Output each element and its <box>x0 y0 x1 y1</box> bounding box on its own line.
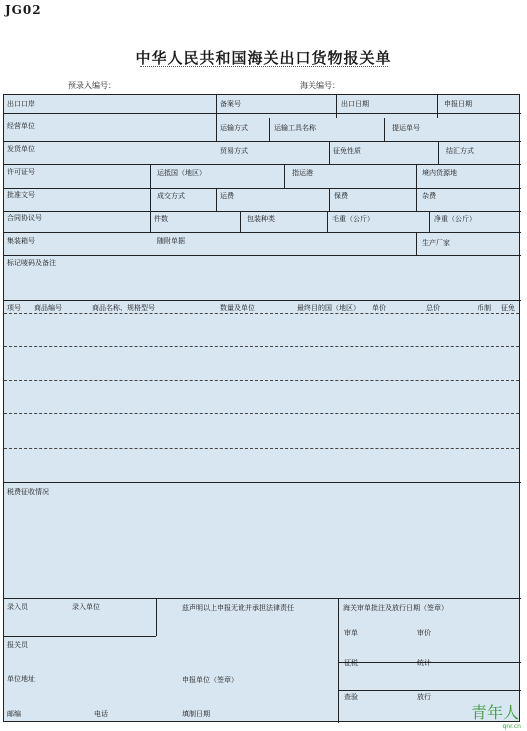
goods-item-header: 项号 <box>7 304 21 312</box>
gross-weight-label: 毛重（公斤） <box>332 215 374 223</box>
customs-number-label: 海关编号： <box>300 81 340 90</box>
operating-unit-label: 经营单位 <box>7 122 35 130</box>
license-number-label: 许可证号 <box>7 168 35 176</box>
col-line <box>216 95 217 141</box>
contract-number-label: 合同协议号 <box>7 214 42 222</box>
bill-number-label: 提运单号 <box>392 124 420 132</box>
domestic-source-label: 境内货源地 <box>422 169 457 177</box>
col-line <box>416 232 417 255</box>
postcode-label: 邮编 <box>7 710 21 718</box>
watermark-logo: 青年人 <box>470 703 519 722</box>
col-line <box>327 211 328 232</box>
entry-unit-label: 录入单位 <box>72 603 100 611</box>
col-line <box>336 95 337 118</box>
row-line <box>4 232 521 233</box>
col-line <box>240 211 241 232</box>
goods-unit-price-header: 单价 <box>372 304 386 312</box>
col-line <box>416 188 417 211</box>
row-line <box>4 636 156 637</box>
release-label: 放行 <box>417 693 431 701</box>
levy-nature-label: 征免性质 <box>333 147 361 155</box>
insurance-label: 保费 <box>334 192 348 200</box>
entry-clerk-label: 录入员 <box>7 603 28 611</box>
form-code: JG02 <box>5 3 42 17</box>
declare-unit-label: 申报单位（签章） <box>182 676 238 684</box>
export-port-label: 出口口岸 <box>7 100 35 108</box>
col-line <box>216 188 217 211</box>
goods-line <box>4 346 519 347</box>
goods-qty-header: 数量及单位 <box>220 304 255 312</box>
row-line <box>4 598 521 599</box>
goods-currency-header: 币制 <box>477 304 491 312</box>
goods-line <box>4 448 519 449</box>
goods-country-header: 最终目的国（地区） <box>297 304 360 312</box>
goods-line <box>4 313 519 314</box>
documents-label: 随附单据 <box>157 237 185 245</box>
row-line <box>4 113 521 114</box>
goods-line <box>4 413 519 414</box>
container-number-label: 集装箱号 <box>7 237 35 245</box>
fill-date-label: 填制日期 <box>182 710 210 718</box>
freight-label: 运费 <box>220 192 234 200</box>
unit-address-label: 单位地址 <box>7 675 35 683</box>
packages-label: 件数 <box>154 215 168 223</box>
goods-line <box>4 380 519 381</box>
statistics-label: 统计 <box>417 659 431 667</box>
export-date-label: 出口日期 <box>341 100 369 108</box>
transport-mode-label: 运输方式 <box>220 124 248 132</box>
pre-entry-number-label: 预录入编号： <box>68 81 116 90</box>
row-line <box>338 690 521 691</box>
record-number-label: 备案号 <box>220 100 241 108</box>
row-line <box>4 141 521 142</box>
col-line <box>156 598 157 636</box>
net-weight-label: 净重（公斤） <box>434 215 476 223</box>
page-title: 中华人民共和国海关出口货物报关单 <box>135 49 392 67</box>
col-line <box>329 141 330 164</box>
col-line <box>329 188 330 211</box>
row-line <box>4 255 521 256</box>
goods-levy-header: 征免 <box>501 304 515 312</box>
declare-date-label: 申报日期 <box>444 100 472 108</box>
col-line <box>338 598 339 723</box>
misc-fee-label: 杂费 <box>422 192 436 200</box>
row-line <box>4 482 521 483</box>
row-line <box>4 164 521 165</box>
phone-label: 电话 <box>94 710 108 718</box>
deal-mode-label: 成交方式 <box>157 192 185 200</box>
watermark-url: qnr.cn <box>502 723 521 730</box>
transport-name-label: 运输工具名称 <box>274 124 316 132</box>
price-review-label: 审价 <box>417 629 431 637</box>
tax-collection-label: 税费征收情况 <box>7 488 49 496</box>
destination-country-label: 运抵国（地区） <box>157 169 206 177</box>
col-line <box>269 118 270 141</box>
row-line <box>4 211 521 212</box>
col-line <box>429 211 430 232</box>
goods-name-header: 商品名称、规格型号 <box>92 304 155 312</box>
goods-total-header: 总价 <box>426 304 440 312</box>
inspection-label: 查验 <box>344 693 358 701</box>
manufacturer-label: 生产厂家 <box>422 239 450 247</box>
marks-label: 标记唛码及备注 <box>7 259 56 267</box>
destination-port-label: 指运港 <box>292 169 313 177</box>
col-line <box>284 164 285 188</box>
package-type-label: 包装种类 <box>247 215 275 223</box>
row-line <box>4 188 521 189</box>
goods-code-header: 商品编号 <box>34 304 62 312</box>
consignor-label: 发货单位 <box>7 145 35 153</box>
declaration-statement: 兹声明以上申报无讹并承担法律责任 <box>182 604 294 612</box>
customs-approval-label: 海关审单批注及放行日期（签章） <box>343 604 448 612</box>
settlement-label: 结汇方式 <box>446 147 474 155</box>
declarant-label: 报关员 <box>7 641 28 649</box>
col-line <box>437 95 438 118</box>
review-label: 审单 <box>344 629 358 637</box>
col-line <box>150 164 151 232</box>
col-line <box>416 164 417 188</box>
row-line <box>4 300 521 301</box>
col-line <box>438 141 439 164</box>
levy-tax-label: 征税 <box>344 659 358 667</box>
trade-mode-label: 贸易方式 <box>220 147 248 155</box>
declaration-form <box>3 94 520 722</box>
title-underline <box>140 66 388 67</box>
approval-number-label: 批准文号 <box>7 191 35 199</box>
col-line <box>384 118 385 141</box>
